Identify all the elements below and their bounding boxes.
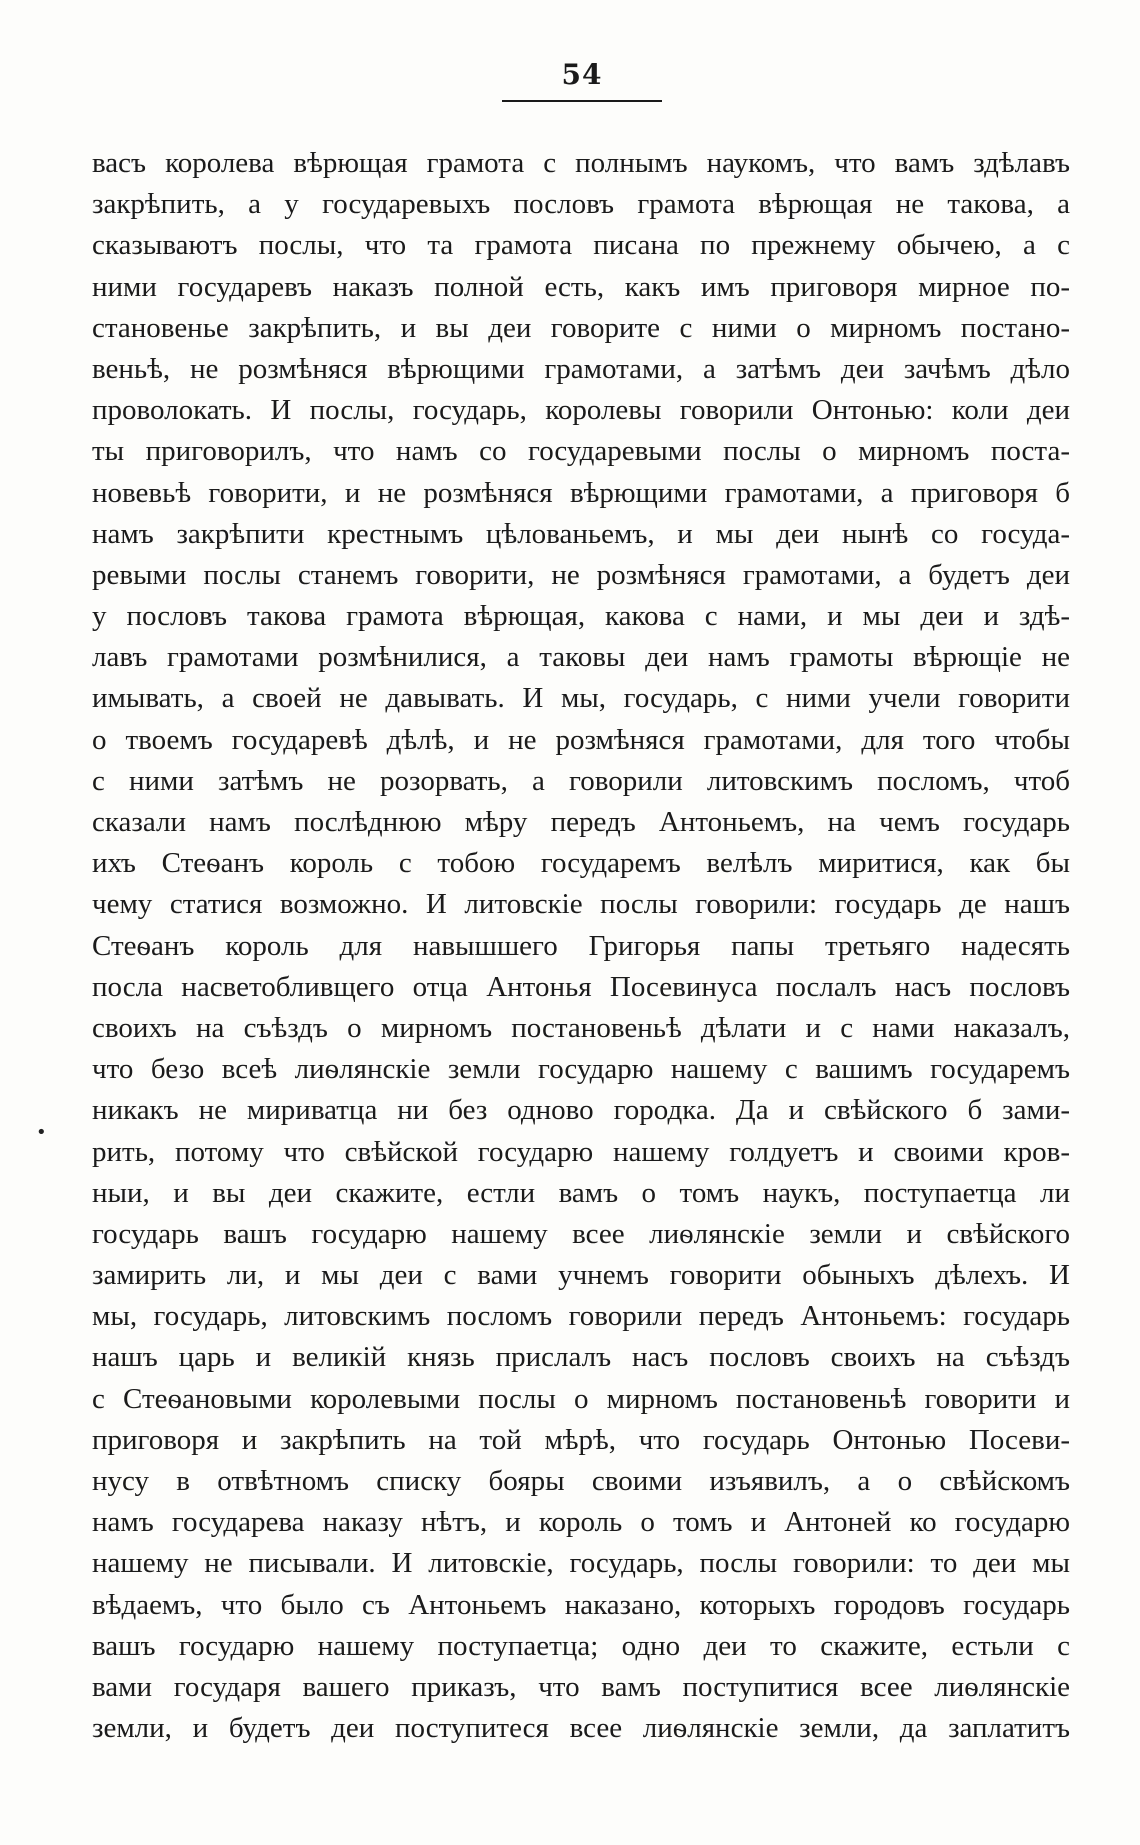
text-line: вашъ государю нашему поступаетца; одно деи то скажите, естьли с: [92, 1629, 1070, 1662]
text-line: имывать, а своей не давывать. И мы, государь, с ними учели говорити: [92, 682, 1070, 715]
text-line: государь вашъ государю нашему всее лиѳлянскіе земли и свѣйского: [92, 1217, 1070, 1250]
text-line: намъ закрѣпити крестнымъ цѣлованьемъ, и мы деи нынѣ со госуда-: [92, 517, 1070, 550]
page-number-rule: [502, 100, 662, 102]
text-line: вѣдаемъ, что было съ Антоньемъ наказано, которыхъ городовъ государь: [92, 1588, 1070, 1621]
text-line: замирить ли, и мы деи с вами учнемъ говорити обыныхъ дѣлехъ. И: [92, 1259, 1070, 1292]
text-line: ты приговорилъ, что намъ со государевыми послы о мирномъ поста-: [92, 435, 1070, 468]
text-line: своихъ на съѣздъ о мирномъ постановеньѣ дѣлати и с нами наказалъ,: [92, 1011, 1070, 1044]
text-line: нашему не писывали. И литовскіе, государь, послы говорили: то деи мы: [92, 1547, 1070, 1580]
text-line: Стеѳанъ король для навышшего Григорья папы третьяго надесять: [92, 929, 1070, 962]
text-line: новевьѣ говорити, и не розмѣняся вѣрющими грамотами, а приговоря б: [92, 476, 1070, 509]
text-line: ревыми послы станемъ говорити, не розмѣняся грамотами, а будетъ деи: [92, 558, 1070, 591]
text-line: у пословъ такова грамота вѣрющая, какова с нами, и мы деи и здѣ-: [92, 600, 1070, 633]
text-line: ныи, и вы деи скажите, естли вамъ о томъ наукъ, поступаетца ли: [92, 1176, 1070, 1209]
text-line: сказываютъ послы, что та грамота писана по прежнему обычею, а с: [92, 229, 1070, 262]
text-line: нашъ царь и великій князь прислалъ насъ пословъ своихъ на съѣздъ: [92, 1341, 1070, 1374]
text-line: ихъ Стеѳанъ король с тобою государемъ велѣлъ миритися, как бы: [92, 847, 1070, 880]
text-line: посла насветобливщего отца Антонья Посевинуса послалъ насъ пословъ: [92, 970, 1070, 1003]
text-body: [92, 143, 1070, 1749]
text-line: земли, и будетъ деи поступитеся всее лиѳлянскіе земли, да заплатитъ: [92, 1712, 1070, 1745]
text-line: рить, потому что свѣйской государю нашему голдуетъ и своими кров-: [92, 1135, 1070, 1168]
text-line: с Стеѳановыми королевыми послы о мирномъ постановеньѣ говорити и: [92, 1382, 1070, 1415]
text-line: васъ королева вѣрющая грамота с полнымъ наукомъ, что вамъ здѣлавъ: [92, 147, 1070, 179]
text-line: приговоря и закрѣпить на той мѣрѣ, что государь Онтонью Посеви-: [92, 1423, 1070, 1456]
text-line: лавъ грамотами розмѣнилися, а таковы деи намъ грамоты вѣрющіе не: [92, 641, 1070, 674]
text-line: ними государевъ наказъ полной есть, какъ имъ приговоря мирное по-: [92, 270, 1070, 303]
page-number: 54: [561, 58, 603, 91]
text-line: намъ государева наказу нѣтъ, и король о томъ и Антоней ко государю: [92, 1506, 1070, 1539]
text-line: нусу в отвѣтномъ списку бояры своими изъявилъ, а о свѣйскомъ: [92, 1465, 1070, 1497]
text-line: никакъ не мириватца ни без одново городка. Да и свѣйского б зами-: [92, 1094, 1070, 1127]
text-line: вами государя вашего приказъ, что вамъ поступитися всее лиѳлянскіе: [92, 1670, 1070, 1703]
text-line: проволокать. И послы, государь, королевы говорили Онтонью: коли деи: [92, 394, 1070, 427]
text-line: закрѣпить, а у государевыхъ пословъ грамота вѣрющая не такова, а: [92, 188, 1070, 221]
text-line: становенье закрѣпить, и вы деи говорите с ними о мирномъ постано-: [92, 311, 1070, 344]
text-line: чему статися возможно. И литовскіе послы говорили: государь де нашъ: [92, 888, 1070, 921]
margin-mark: •: [36, 1122, 47, 1143]
text-line: что безо всеѣ лиѳлянскіе земли государю нашему с вашимъ государемъ: [92, 1053, 1070, 1086]
text-line: о твоемъ государевѣ дѣлѣ, и не розмѣняся грамотами, для того чтобы: [92, 723, 1070, 756]
text-line: веньѣ, не розмѣняся вѣрющими грамотами, а затѣмъ деи зачѣмъ дѣло: [92, 352, 1070, 385]
text-line: с ними затѣмъ не розорвать, а говорили литовскимъ посломъ, чтоб: [92, 764, 1070, 797]
text-line: мы, государь, литовскимъ посломъ говорили передъ Антоньемъ: государь: [92, 1300, 1070, 1333]
text-line: сказали намъ послѣднюю мѣру передъ Антоньемъ, на чемъ государь: [92, 806, 1070, 838]
